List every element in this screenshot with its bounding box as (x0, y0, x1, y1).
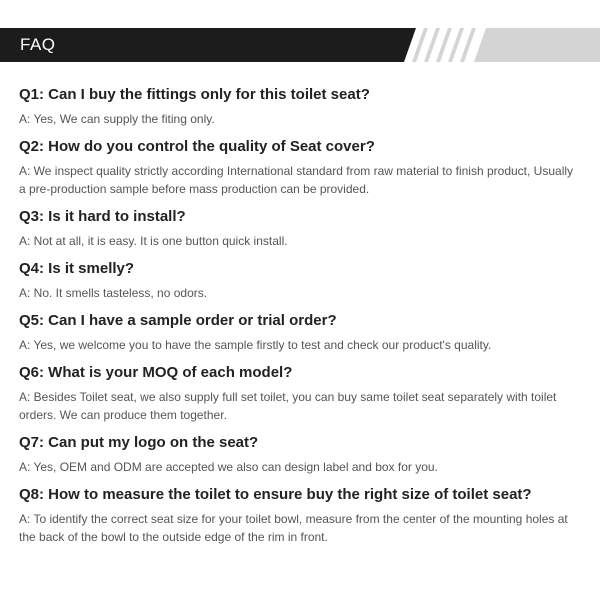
faq-question: Q7: Can put my logo on the seat? (19, 434, 259, 451)
faq-answer: A: Not at all, it is easy. It is one button quick install. (19, 234, 288, 248)
faq-question: Q4: Is it smelly? (19, 260, 135, 277)
faq-question: Q2: How do you control the quality of Seat cover? (19, 138, 375, 155)
faq-answer: A: Yes, we welcome you to have the sample firstly to test and check our product's quality. (19, 338, 492, 352)
faq-item (19, 312, 579, 354)
faq-answer: A: Besides Toilet seat, we also supply full set toilet, you can buy same toilet seat separately with toilet orders. We can produce them together. (19, 390, 557, 422)
faq-list (19, 86, 579, 556)
faq-item (19, 486, 579, 546)
faq-header-bar (0, 28, 600, 62)
faq-item (19, 86, 579, 128)
faq-question: Q6: What is your MOQ of each model? (19, 364, 293, 381)
faq-question: Q1: Can I buy the fittings only for this toilet seat? (19, 86, 370, 103)
faq-answer: A: We inspect quality strictly according International standard from raw material to finish product, Usually a pre-production sample before mass production can be provided. (19, 164, 574, 196)
faq-item (19, 364, 579, 424)
faq-item (19, 260, 579, 302)
faq-question: Q5: Can I have a sample order or trial order? (19, 312, 337, 329)
faq-answer: A: No. It smells tasteless, no odors. (19, 286, 208, 300)
faq-question: Q3: Is it hard to install? (19, 208, 186, 225)
header-stripes-decoration (0, 28, 600, 62)
faq-item (19, 208, 579, 250)
faq-answer: A: To identify the correct seat size for your toilet bowl, measure from the center of the mounting holes at the back of the bowl to the outside edge of the rim in front. (19, 512, 568, 544)
faq-item (19, 138, 579, 198)
faq-question: Q8: How to measure the toilet to ensure buy the right size of toilet seat? (19, 486, 532, 503)
faq-answer: A: Yes, OEM and ODM are accepted we also can design label and box for you. (19, 460, 438, 474)
page-title: FAQ (20, 35, 56, 54)
faq-item (19, 434, 579, 476)
faq-answer: A: Yes, We can supply the fiting only. (19, 112, 215, 126)
